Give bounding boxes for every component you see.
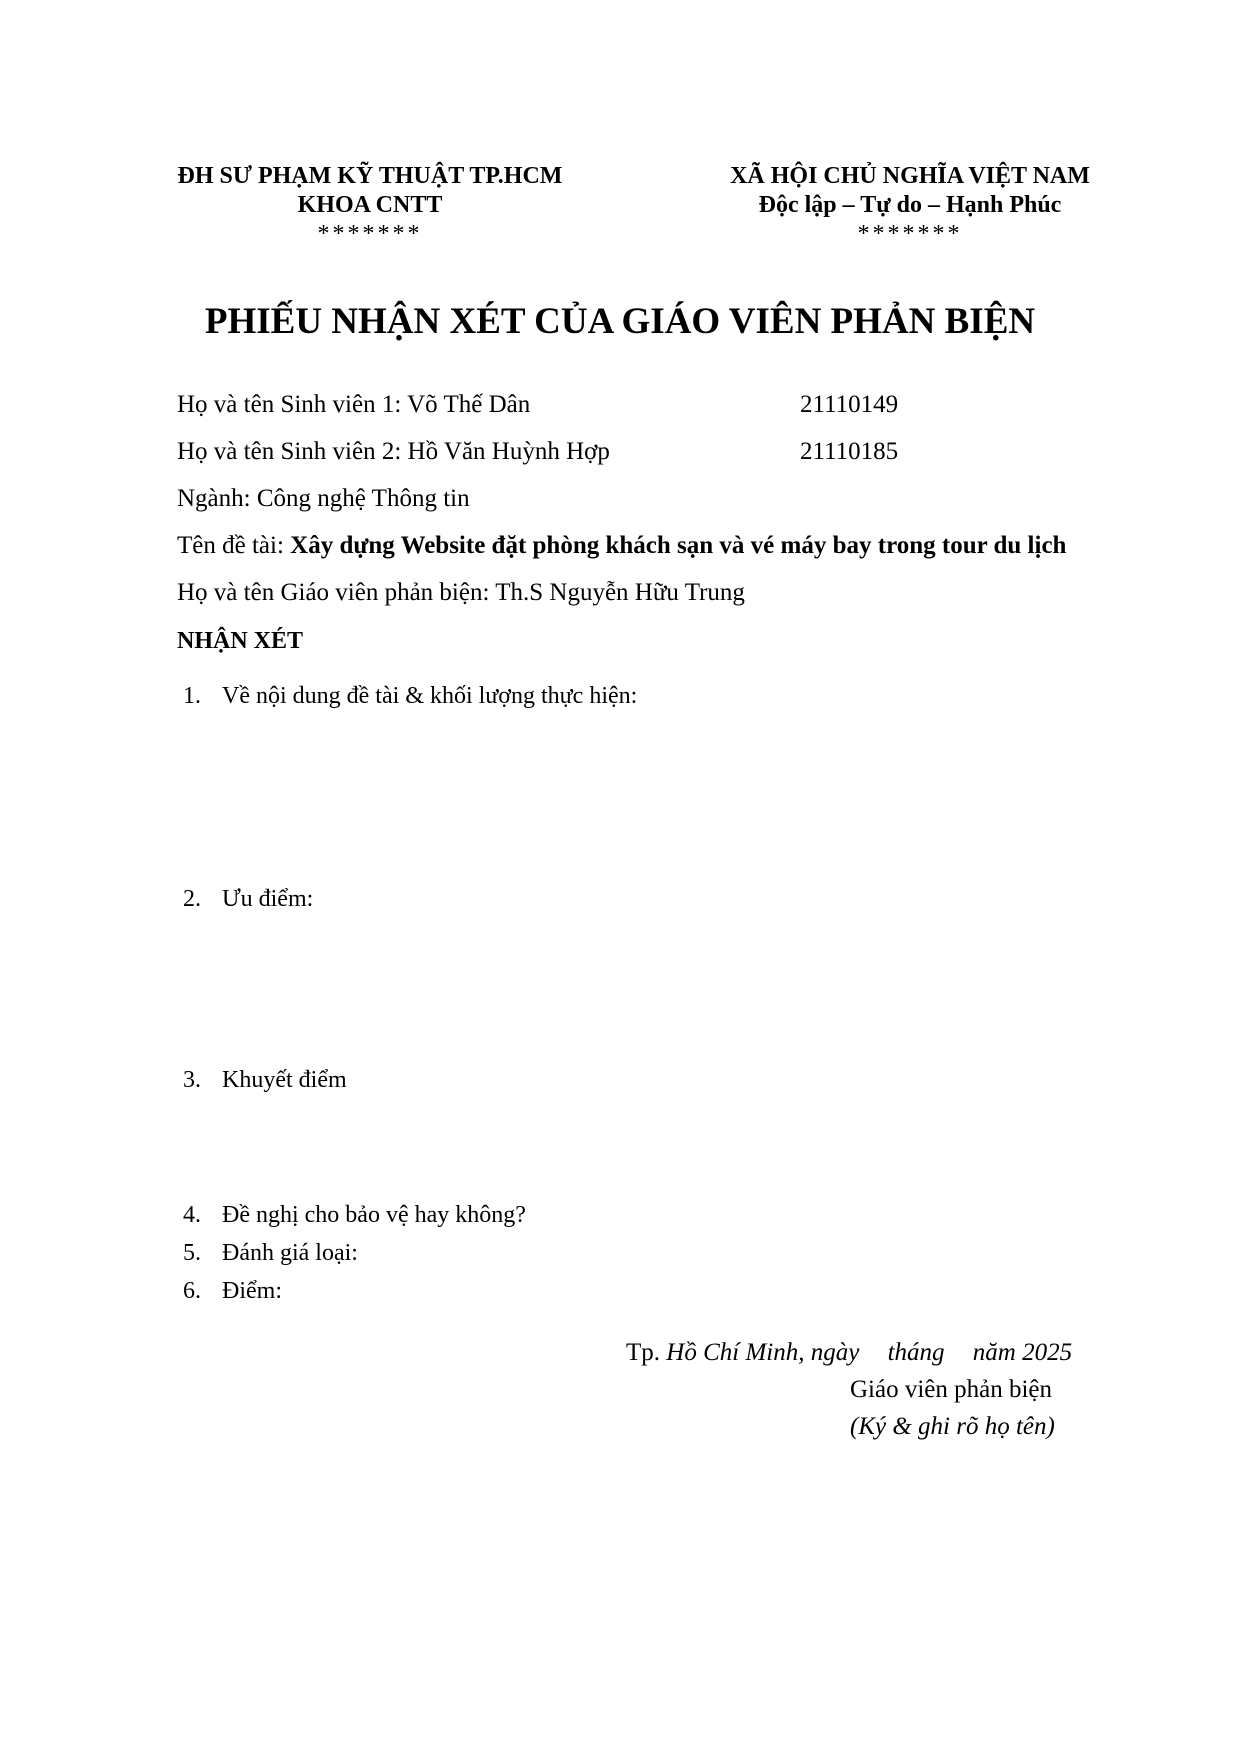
- date-prefix: Tp.: [626, 1339, 661, 1366]
- student-1-id: 21110149: [800, 391, 899, 418]
- faculty-name: KHOA CNTT: [297, 192, 443, 218]
- header-stars-right: *******: [857, 221, 963, 247]
- list-item: [0, 1276, 1240, 1306]
- list-item-text: Đánh giá loại:: [222, 1240, 358, 1266]
- page-title: PHIẾU NHẬN XÉT CỦA GIÁO VIÊN PHẢN BIỆN: [204, 301, 1036, 342]
- list-item-text: Đề nghị cho bảo vệ hay không?: [222, 1202, 526, 1228]
- list-item-number: 6.: [183, 1278, 201, 1304]
- school-name: ĐH SƯ PHẠM KỸ THUẬT TP.HCM: [177, 163, 563, 189]
- student-2-id: 21110185: [800, 438, 899, 465]
- reviewer-label: Họ và tên Giáo viên phản biện:: [177, 579, 490, 606]
- student-2-name: Hồ Văn Huỳnh Hợp: [407, 438, 610, 465]
- student-1-name: Võ Thế Dân: [407, 391, 531, 418]
- list-item-number: 2.: [183, 886, 201, 912]
- student-2-line: [177, 437, 610, 467]
- list-item-text: Ưu điểm:: [222, 886, 314, 912]
- list-item: [0, 1200, 1240, 1230]
- list-item: [0, 1238, 1240, 1268]
- date-line: [626, 1338, 1072, 1368]
- list-item: [0, 681, 1240, 711]
- date-year: năm 2025: [972, 1339, 1073, 1366]
- student-2-label: Họ và tên Sinh viên 2:: [177, 438, 402, 465]
- list-item-number: 4.: [183, 1202, 201, 1228]
- topic-value: Xây dựng Website đặt phòng khách sạn và vé máy bay trong tour du lịch: [290, 532, 1067, 559]
- list-item-text: Khuyết điểm: [222, 1067, 347, 1093]
- major-label: Ngành:: [177, 485, 251, 512]
- student-1-line: [177, 390, 530, 420]
- list-item: [0, 1065, 1240, 1095]
- school-header: [150, 162, 590, 249]
- list-item-text: Về nội dung đề tài & khối lượng thực hiện:: [222, 683, 638, 709]
- student-1-label: Họ và tên Sinh viên 1:: [177, 391, 402, 418]
- signature-note: (Ký & ghi rõ họ tên): [850, 1413, 1055, 1440]
- major-line: [177, 484, 470, 514]
- list-item-text: Điểm:: [222, 1278, 282, 1304]
- section-title: NHẬN XÉT: [177, 628, 304, 654]
- country-name: XÃ HỘI CHỦ NGHĨA VIỆT NAM: [730, 163, 1090, 189]
- major-value: Công nghệ Thông tin: [256, 485, 470, 512]
- date-month: tháng: [887, 1339, 945, 1366]
- list-item-number: 5.: [183, 1240, 201, 1266]
- signer-role: Giáo viên phản biện: [850, 1376, 1053, 1403]
- list-item-number: 3.: [183, 1067, 201, 1093]
- national-header: [690, 162, 1130, 249]
- motto: Độc lập – Tự do – Hạnh Phúc: [758, 192, 1062, 218]
- topic-label: Tên đề tài:: [177, 532, 284, 559]
- reviewer-line: [177, 578, 745, 608]
- reviewer-value: Th.S Nguyễn Hữu Trung: [495, 579, 745, 606]
- header-stars-left: *******: [317, 221, 423, 247]
- list-item-number: 1.: [183, 683, 201, 709]
- topic-line: [177, 531, 1066, 561]
- list-item: [0, 884, 1240, 914]
- date-city-day: Hồ Chí Minh, ngày: [666, 1339, 860, 1366]
